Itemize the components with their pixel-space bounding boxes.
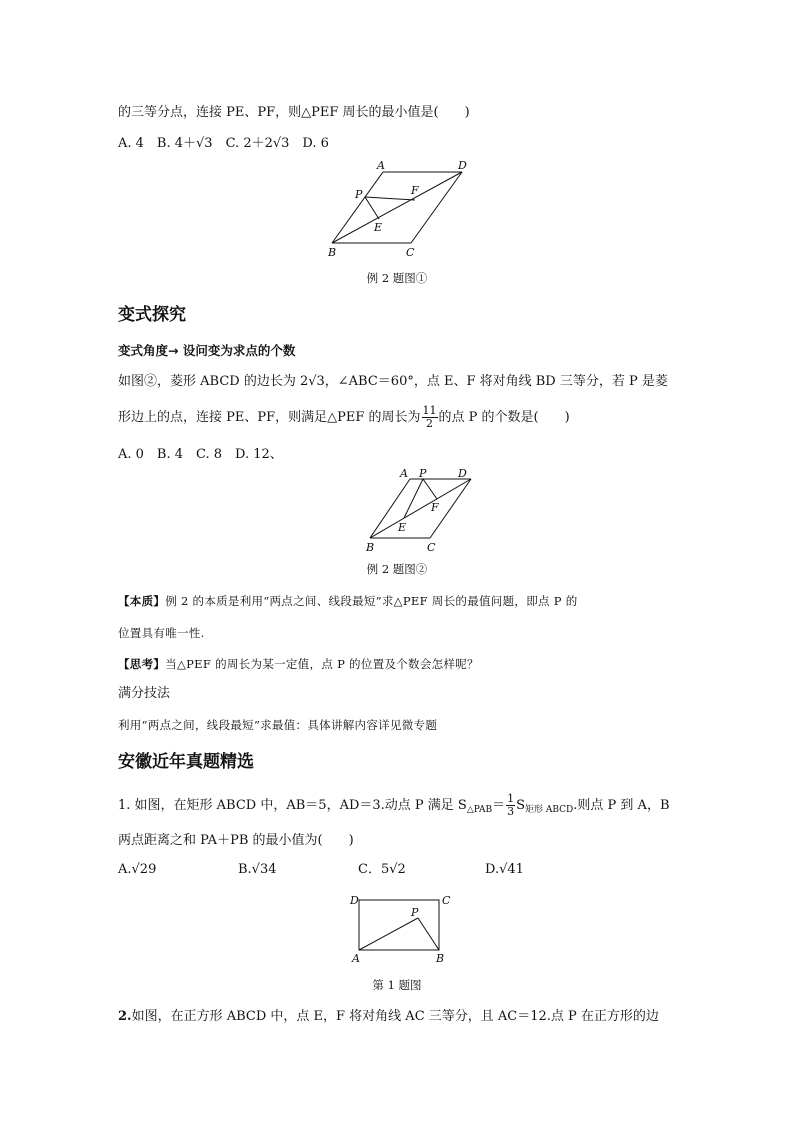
label-P-1: P [355, 188, 363, 201]
essence-tag: 【本质】 [118, 594, 166, 608]
label-F-1: F [411, 184, 419, 197]
q1-text-c: .则点 P 到 A，B [573, 798, 670, 813]
label-D-2: D [458, 468, 467, 480]
q1-caption: 第 1 题图 [372, 978, 422, 992]
q1-label-A: A [352, 952, 360, 965]
anhui-q1-line-2: 两点距离之和 PA＋PB 的最小值为( ) [118, 833, 354, 848]
label-A-1: A [377, 160, 385, 172]
fraction-1-3: $\frac{1}{3}$ [507, 792, 515, 818]
anhui-q2-line-1 [118, 1008, 659, 1026]
variant-angle-label: 变式角度→ 设问变为求点的个数 [118, 343, 296, 358]
q1-option-b: B.√34 [238, 862, 277, 877]
essence-text-2: 位置具有唯一性. [118, 626, 205, 640]
example2-figure-1 [322, 160, 472, 260]
label-P-2: P [419, 468, 427, 480]
label-C-2: C [427, 541, 436, 554]
label-D-1: D [458, 160, 467, 172]
q1-label-D: D [350, 894, 359, 907]
q2-text: 如图，在正方形 ABCD 中，点 E，F 将对角线 AC 三等分，且 AC＝12.点 P 在正方形的边 [131, 1009, 659, 1024]
fraction-11-2: $\frac{11}{2}$ [422, 404, 437, 430]
variant-line-2-a: 形边上的点，连接 PE、PF，则满足△PEF 的周长为 [118, 410, 421, 425]
tips-heading: 满分技法 [118, 686, 171, 701]
anhui-heading: 安徽近年真题精选 [118, 752, 254, 772]
variant-heading: 变式探究 [118, 305, 186, 325]
q1-option-c: C．5√2 [358, 862, 406, 877]
label-E-1: E [374, 221, 383, 234]
q1-option-a: A.√29 [118, 862, 157, 877]
example2-figure-1-caption: 例 2 题图① [366, 271, 428, 285]
essence-paragraph [118, 592, 578, 610]
variant-line-2-b: 的点 P 的个数是( ) [438, 410, 570, 425]
q1-option-d: D.√41 [485, 862, 524, 877]
think-tag: 【思考】 [118, 657, 166, 671]
q1-sub-1: △PAB [466, 805, 493, 815]
variant-line-1: 如图②，菱形 ABCD 的边长为 2√3，∠ABC＝60°，点 E、F 将对角线 BD 三等分，若 P 是菱 [118, 374, 668, 389]
label-B-2: B [366, 541, 375, 554]
q1-label-C: C [442, 894, 451, 907]
q1-label-P: P [411, 906, 419, 919]
q2-number: 2. [118, 1009, 132, 1024]
q1-text-b: S [516, 798, 526, 813]
example2-question-tail: 的三等分点，连接 PE、PF，则△PEF 周长的最小值是( ) [118, 105, 470, 120]
think-paragraph [118, 655, 479, 673]
example2-options: A. 4 B. 4＋√3 C. 2＋2√3 D. 6 [118, 136, 329, 151]
q1-figure [345, 890, 455, 965]
q1-eq: ＝ [492, 798, 506, 813]
variant-options: A. 0 B. 4 C. 8 D. 12、 [118, 447, 283, 462]
label-A-2: A [400, 468, 408, 480]
think-text: 当△PEF 的周长为某一定值，点 P 的位置及个数会怎样呢？ [165, 657, 479, 671]
label-B-1: B [328, 246, 337, 259]
anhui-q1-line-1 [118, 791, 670, 821]
tips-text: 利用“两点之间，线段最短”求最值：具体讲解内容详见微专题 [118, 718, 438, 732]
variant-line-2 [118, 404, 570, 432]
example2-figure-2 [362, 468, 482, 556]
q1-label-B: B [436, 952, 445, 965]
q1-sub-2: 矩形 ABCD [525, 805, 574, 815]
essence-text: 例 2 的本质是利用“两点之间、线段最短”求△PEF 周长的最值问题，即点 P 的 [165, 594, 578, 608]
q1-text-a: 1. 如图，在矩形 ABCD 中，AB＝5，AD＝3.动点 P 满足 S [118, 798, 467, 813]
example2-figure-2-caption: 例 2 题图② [366, 562, 428, 576]
label-F-2: F [431, 501, 439, 514]
label-C-1: C [406, 246, 415, 259]
label-E-2: E [398, 521, 407, 534]
